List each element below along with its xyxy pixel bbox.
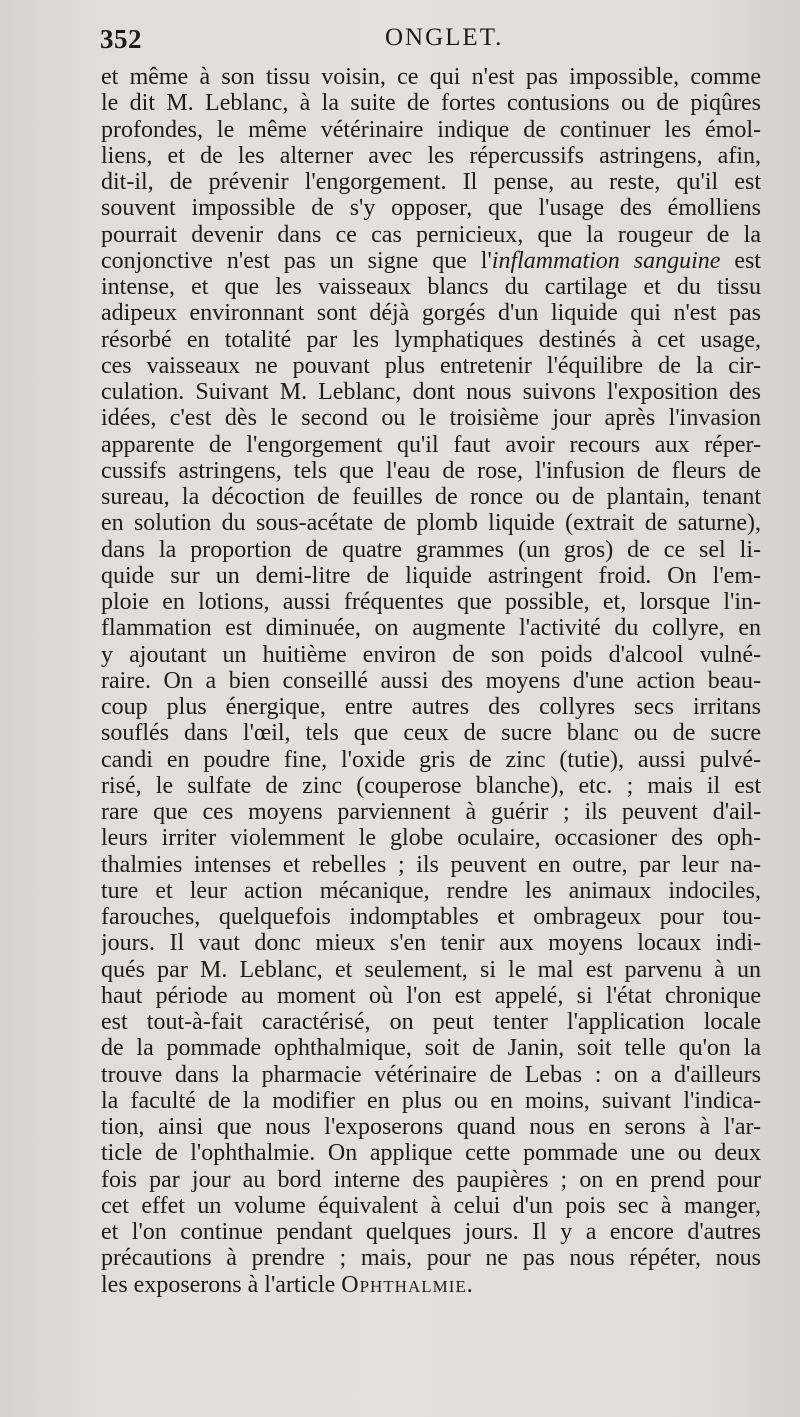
text-line: culation. Suivant M. Leblanc, dont nous suivons l'exposition des bbox=[101, 379, 761, 405]
text-segment: . bbox=[466, 1271, 473, 1298]
text-line: farouches, quelquefois indomptables et ombrageux pour tou- bbox=[101, 904, 761, 930]
text-line: coup plus énergique, entre autres des collyres secs irritans bbox=[101, 694, 761, 720]
text-line: la faculté de la modifier en plus ou en moins, suivant l'indica- bbox=[101, 1087, 761, 1114]
text-line: cussifs astringens, tels que l'eau de rose, l'infusion de fleurs de bbox=[101, 457, 761, 484]
text-line: raire. On a bien conseillé aussi des moyens d'une action beau- bbox=[101, 667, 761, 694]
text-line: idées, c'est dès le second ou le troisième jour après l'invasion bbox=[101, 405, 761, 432]
text-line: souflés dans l'œil, tels que ceux de sucre blanc ou de sucre bbox=[101, 720, 761, 747]
body-text bbox=[101, 64, 761, 1298]
text-line: dans la proportion de quatre grammes (un gros) de ce sel li- bbox=[101, 536, 761, 563]
running-head: ONGLET. bbox=[385, 24, 504, 51]
text-line: précautions à prendre ; mais, pour ne pas nous répéter, nous bbox=[101, 1245, 761, 1272]
text-segment: les exposerons à l'article bbox=[101, 1271, 342, 1298]
text-line: rare que ces moyens parviennent à guérir ; ils peuvent d'ail- bbox=[101, 799, 761, 825]
text-line: ture et leur action mécanique, rendre les animaux indociles, bbox=[101, 877, 761, 904]
text-line: cet effet un volume équivalent à celui d'un pois sec à manger, bbox=[101, 1192, 761, 1219]
text-line-last bbox=[101, 1272, 761, 1298]
text-line: ces vaisseaux ne pouvant plus entretenir l'équilibre de la cir- bbox=[101, 352, 761, 379]
text-line: leurs irriter violemment le globe oculaire, occasioner des oph- bbox=[101, 825, 761, 852]
text-line: liens, et de les alterner avec les répercussifs astringens, afin, bbox=[101, 142, 761, 169]
text-line: quide sur un demi-litre de liquide astringent froid. On l'em- bbox=[101, 562, 761, 589]
text-line: qués par M. Leblanc, et seulement, si le mal est parvenu à un bbox=[101, 956, 761, 983]
text-line: dit-il, de prévenir l'engorgement. Il pense, au reste, qu'il est bbox=[101, 169, 761, 195]
text-line: haut période au moment où l'on est appelé, si l'état chronique bbox=[101, 982, 761, 1009]
text-line: tion, ainsi que nous l'exposerons quand nous en serons à l'ar- bbox=[101, 1114, 761, 1140]
text-line: le dit M. Leblanc, à la suite de fortes contusions ou de piqûres bbox=[101, 90, 761, 117]
text-line: candi en poudre fine, l'oxide gris de zinc (tutie), aussi pulvé- bbox=[101, 746, 761, 773]
text-line: et même à son tissu voisin, ce qui n'est pas impossible, comme bbox=[101, 64, 761, 90]
text-line: résorbé en totalité par les lymphatiques destinés à cet usage, bbox=[101, 326, 761, 353]
text-line: ploie en lotions, aussi fréquentes que possible, et, lorsque l'in- bbox=[101, 589, 761, 615]
text-line: y ajoutant un huitième environ de son poids d'alcool vulné- bbox=[101, 641, 761, 668]
text-line: thalmies intenses et rebelles ; ils peuvent en outre, par leur na- bbox=[101, 851, 761, 878]
text-line: et l'on continue pendant quelques jours. Il y a encore d'autres bbox=[101, 1219, 761, 1245]
page-header bbox=[100, 24, 760, 64]
text-segment: conjonctive n'est pas un signe que l' bbox=[101, 247, 492, 274]
page-number: 352 bbox=[100, 24, 142, 54]
text-line: est tout-à-fait caractérisé, on peut tenter l'application locale bbox=[101, 1009, 761, 1035]
text-segment: est bbox=[720, 247, 761, 274]
text-line: fois par jour au bord interne des paupières ; on en prend pour bbox=[101, 1166, 761, 1193]
text-line: flammation est diminuée, on augmente l'activité du collyre, en bbox=[101, 615, 761, 642]
text-line: en solution du sous-acétate de plomb liquide (extrait de saturne), bbox=[101, 510, 761, 537]
text-line-with-italic bbox=[101, 248, 761, 274]
text-line: adipeux environnant sont déjà gorgés d'un liquide qui n'est pas bbox=[101, 300, 761, 327]
text-line: pourrait devenir dans ce cas pernicieux, que la rougeur de la bbox=[101, 221, 761, 248]
text-line: trouve dans la pharmacie vétérinaire de Lebas : on a d'ailleurs bbox=[101, 1061, 761, 1088]
text-line: risé, le sulfate de zinc (couperose blanche), etc. ; mais il est bbox=[101, 772, 761, 799]
cross-reference: Ophthalmie bbox=[341, 1271, 467, 1298]
text-line: apparente de l'engorgement qu'il faut avoir recours aux réper- bbox=[101, 431, 761, 458]
text-line: sureau, la décoction de feuilles de ronce ou de plantain, tenant bbox=[101, 484, 761, 510]
text-line: intense, et que les vaisseaux blancs du cartilage et du tissu bbox=[101, 274, 761, 300]
text-line: de la pommade ophthalmique, soit de Janin, soit telle qu'on la bbox=[101, 1035, 761, 1062]
text-line: jours. Il vaut donc mieux s'en tenir aux moyens locaux indi- bbox=[101, 930, 761, 957]
text-line: profondes, le même vétérinaire indique de continuer les émol- bbox=[101, 116, 761, 143]
italic-term: inflammation sanguine bbox=[491, 247, 721, 274]
text-line: souvent impossible de s'y opposer, que l'usage des émolliens bbox=[101, 195, 761, 222]
text-line: ticle de l'ophthalmie. On applique cette pommade une ou deux bbox=[101, 1140, 761, 1167]
